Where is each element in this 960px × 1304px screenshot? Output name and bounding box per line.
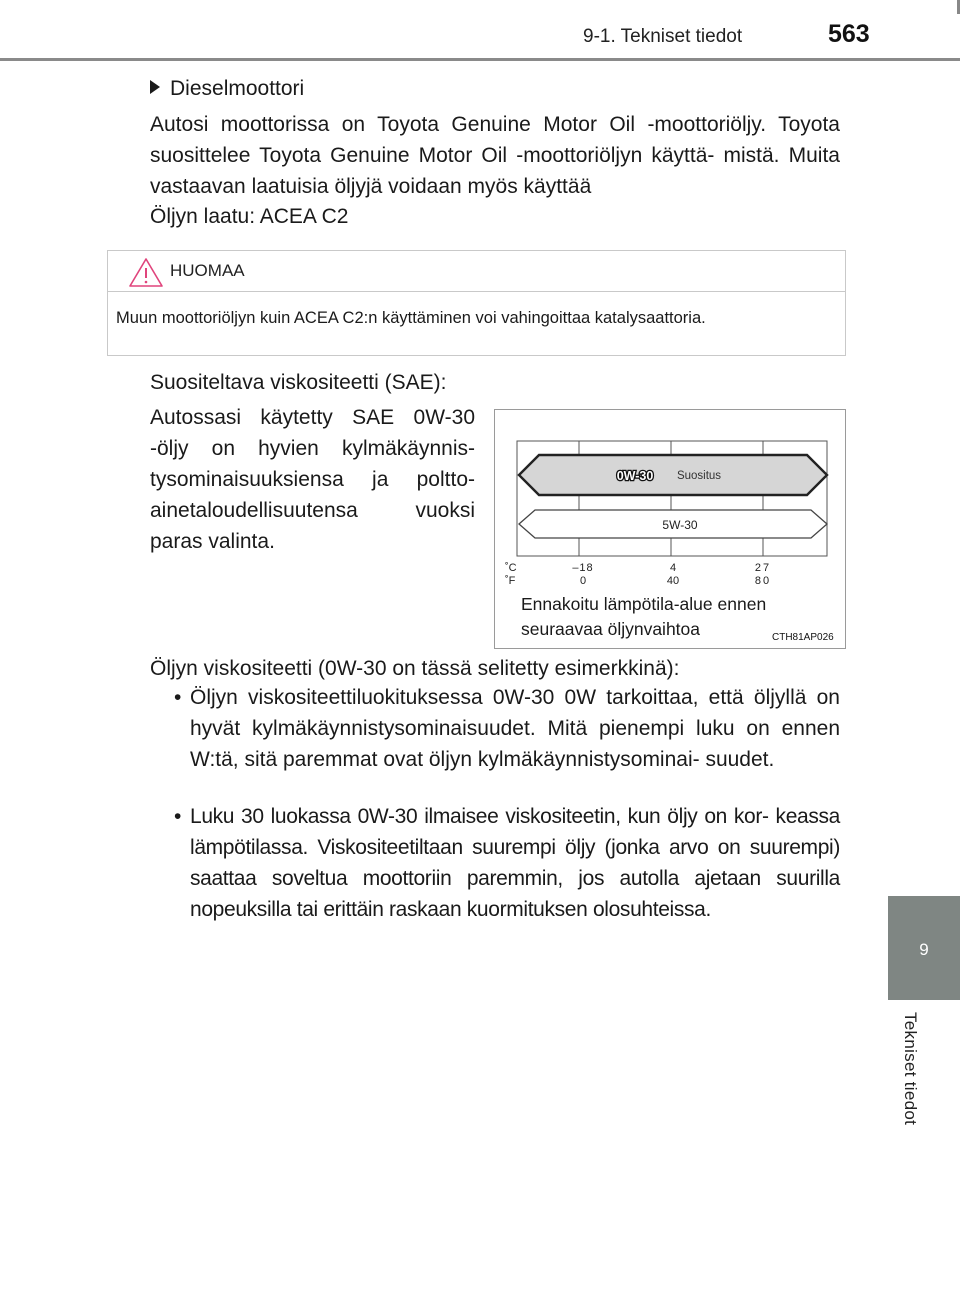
triangle-bullet-icon bbox=[150, 80, 160, 94]
section-heading bbox=[150, 73, 304, 104]
bullet-dot-icon: • bbox=[174, 805, 182, 828]
notice-header bbox=[108, 251, 845, 292]
notice-box bbox=[107, 250, 846, 356]
chapter-label: Tekniset tiedot bbox=[901, 1012, 920, 1126]
tick-c: –18 bbox=[572, 562, 594, 574]
header-rule bbox=[0, 58, 960, 61]
oil-band-0w30 bbox=[519, 455, 827, 495]
tick-f: 40 bbox=[666, 575, 680, 587]
bullet-dot-icon: • bbox=[174, 686, 182, 709]
list-item-text: Luku 30 luokassa 0W-30 ilmaisee viskositeetin, kun öljy on kor- keassa lämpötilassa. Viskositeetiltaan suurempi öljy (jonka arvo on suurempi) saattaa soveltua moottoriin paremmin, jos autolla ajetaan suurilla nopeuksilla tai erittäin raskaan kuormituksen olosuhteissa. bbox=[190, 805, 840, 921]
notice-title: HUOMAA bbox=[170, 261, 245, 280]
viscosity-figure bbox=[494, 409, 846, 649]
oil-tag-0w30: Suositus bbox=[676, 470, 722, 482]
list-item bbox=[174, 801, 840, 925]
warning-triangle-icon bbox=[128, 256, 164, 288]
list-item bbox=[174, 682, 840, 775]
tick-f: 80 bbox=[754, 575, 772, 587]
section-title: 9-1. Tekniset tiedot bbox=[583, 26, 743, 47]
oil-name-0w30: 0W-30 bbox=[616, 469, 654, 483]
notice-body: Muun moottoriöljyn kuin ACEA C2:n käyttäminen voi vahingoittaa katalysaattoria. bbox=[116, 309, 706, 327]
tick-f: 0 bbox=[579, 575, 587, 587]
list-item-text: Öljyn viskositeettiluokituksessa 0W-30 0W tarkoittaa, että öljyllä on hyvät kylmäkäynnistysominaisuudet. Mitä pienempi luku on ennen W:tä, sitä paremmat ovat öljyn kylmäkäynnistysominai- suudet. bbox=[190, 686, 840, 771]
tick-c: 4 bbox=[669, 562, 677, 574]
oil-quality-text: Öljyn laatu: ACEA C2 bbox=[150, 205, 349, 228]
viscosity-explanation: Öljyn viskositeetti (0W-30 on tässä selitetty esimerkkinä): bbox=[150, 657, 680, 680]
tick-c: 27 bbox=[754, 562, 772, 574]
figure-code: CTH81AP026 bbox=[772, 632, 834, 643]
chapter-number: 9 bbox=[919, 940, 929, 959]
heading-text: Dieselmoottori bbox=[170, 77, 305, 100]
unit-celsius: ˚C bbox=[505, 562, 517, 574]
unit-fahrenheit: ˚F bbox=[505, 575, 516, 587]
page-number: 563 bbox=[828, 20, 870, 48]
viscosity-recommendation: Suositeltava viskositeetti (SAE): bbox=[150, 371, 447, 394]
figure-caption: Ennakoitu lämpötila-alue ennen seuraavaa öljynvaihtoa bbox=[521, 594, 767, 639]
intro-paragraph: Autosi moottorissa on Toyota Genuine Motor Oil -moottoriöljy. Toyota suosittelee Toyota Genuine Motor Oil -moottoriöljyn käyttä- mistä. Muita vastaavan laatuisia öljyjä voidaan myös käyttää bbox=[150, 113, 840, 198]
viscosity-description: Autossasi käytetty SAE 0W-30 -öljy on hyvien kylmäkäynnis- tysominaisuuksiensa ja poltto- ainetaloudellisuutensa vuoksi paras valinta. bbox=[150, 406, 475, 553]
oil-name-5w30: 5W-30 bbox=[662, 518, 698, 532]
